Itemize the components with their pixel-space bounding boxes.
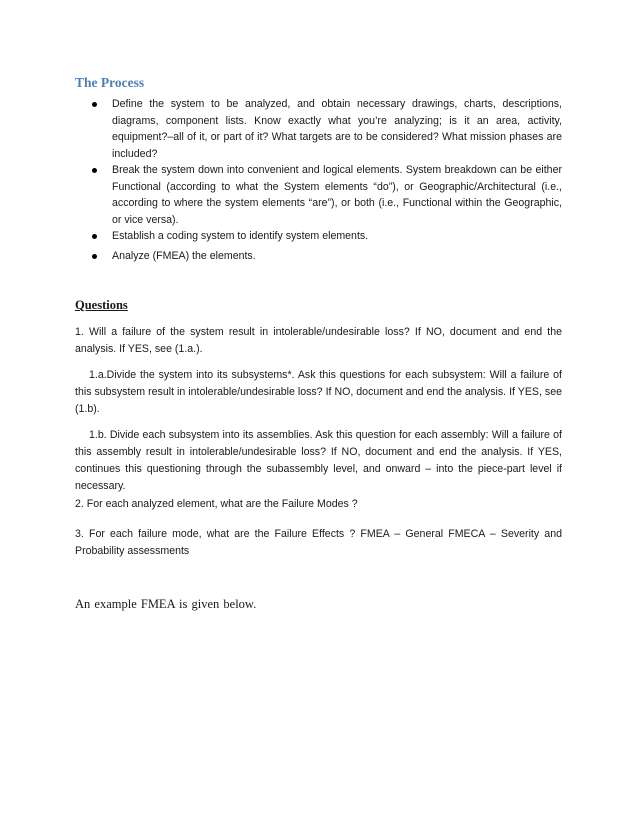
bullet-icon: [92, 234, 97, 239]
process-step-text: Break the system down into convenient and logical elements. System breakdown can be either Functional (according to what the System elements “do”), or Geographic/Architectural (i.e., according to where the system elements “are”), or both (i.e., Functional within the Geographic, or vice versa).: [112, 164, 562, 226]
question-1: 1. Will a failure of the system result in intolerable/undesirable loss? If NO, document and end the analysis. If YES, see (1.a.).: [75, 326, 562, 355]
process-step: [90, 162, 562, 225]
process-steps-list: [90, 96, 562, 267]
question-1b: 1.b. Divide each subsystem into its assemblies. Ask this question for each assembly: Will a failure of this assembly result in intolerable/undesirable loss? If NO, document and end the analysis. If YES, continues this questioning through the subassembly level, and onward – into the piece-part level if necessary.: [75, 429, 562, 492]
bullet-icon: [92, 254, 97, 259]
process-step-text: Define the system to be analyzed, and obtain necessary drawings, charts, descriptions, diagrams, component lists. Know exactly what you’re analyzing; is it an area, activity, equipment?–all of it, or part of it? What targets are to be considered? What mission phases are included?: [112, 98, 562, 160]
process-step: [90, 228, 562, 245]
example-intro: An example FMEA is given below.: [75, 597, 257, 611]
process-step-text: Analyze (FMEA) the elements.: [112, 249, 256, 262]
question-3: 3. For each failure mode, what are the Failure Effects ? FMEA – General FMECA – Severity and Probability assessments: [75, 528, 562, 557]
questions-heading: Questions: [75, 298, 128, 312]
process-title: The Process: [75, 75, 145, 90]
bullet-icon: [92, 168, 97, 173]
question-2: 2. For each analyzed element, what are the Failure Modes ?: [75, 498, 358, 510]
process-step-text: Establish a coding system to identify system elements.: [112, 230, 369, 242]
bullet-icon: [92, 102, 97, 107]
process-step: [90, 96, 562, 159]
process-step: [90, 248, 562, 265]
question-1a: 1.a.Divide the system into its subsystems*. Ask this questions for each subsystem: Will a failure of this subsystem result in intolerable/undesirable loss? If NO, document and end the analysis. If YES, see (1.b).: [75, 369, 562, 415]
